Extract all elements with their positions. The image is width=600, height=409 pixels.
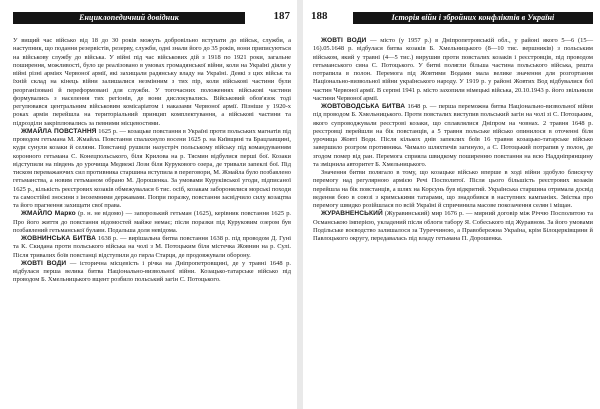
entry-paragraph (313, 210, 593, 243)
paragraph (13, 37, 291, 128)
paragraph-text: У вищий час військо від 18 до 30 років можуть добровільно вступати до військ, служби, а наступник, що подання резервістів, резерву, служби, одні знали його до 35 років, вони приписуються на військову службу до війська. У війні під час військових дій з 1918 по 1921 роки, загальне поширення, можливості, було це реалізовано в умовах громадянської війни, коли на Україні діяли у війні різні арміях Червоної армії, які захищали радянську владу на Україні. Деякі з цих військ та їхній склад на кінець війни залишалися незмінним з тих пір, коли військові частини були реорганізовані й переформовані для служби. У тогочасних положеннях військові частини формувались з населення тих регіонів, де вони дислокувались. Військовий обов'язок тоді регулювався центральним військовим комісаріатом і наказами Червоної армії. Пізніше у 1920-х роках армія перейшла на територіальний принцип комплектування, а військові частини та підрозділи закріплювались за певними місцевостями. (13, 37, 291, 127)
entry-text: — історична місцевість і річка на Дніпропетровщині, де у травні 1648 р. відбулася перша велика битва Національно-визвольної війни. Козацько-татарське військо під проводом Б. Хмельницького вщент розбило польський загін С. Потоцького. (13, 259, 291, 284)
running-header: Енциклопедичний довідник (13, 12, 245, 24)
page-body (313, 37, 593, 243)
page-number: 187 (273, 10, 290, 22)
entry-text: 1648 р. — перша переможна битва Національно-визвольної війни під проводом Б. Хмельницького. Проти повсталих виступив польський загін на чолі зі С. Потоцьким, якого супроводжували реєстрові козаки, що сплавлялися Дніпром на човнах. 2 травня 1648 р. реєстровці перейшли на бік повстанців, а 5 травня польське військо опинилося в оточенні біля урочища Жовті Води. Після кількох днів запеклих боїв 16 травня козацько-татарське військо завершило розгром противника. Чимало шляхтичів загинуло, а С. Потоцький потрапив у полон, де згодом помер від ран. Перемога сприяла швидкому поширенню повстання на всю Наддніпрянщину та зміцнила авторитет Б. Хмельницького. (313, 103, 594, 168)
entry-text: 1638 р. — вирішальна битва повстання 1638 р. під проводом Д. Гуні та К. Скидана проти польського війська на чолі з М. Потоцьким біля містечка Жовнин на р. Сулі. Після тривалих боїв повстанці відступили до гирла Старця, де продовжували оборону. (13, 235, 292, 259)
running-header: Історія війн і збройних конфліктів в Україні (353, 12, 593, 24)
right-page (303, 0, 600, 409)
entry-paragraph (13, 260, 291, 285)
entry-text: (р. н. не відомо) — запорозький гетьман (1625), керівник повстання 1625 р. Про його життя до повстання відомостей майже немає; після поразки під Куруковим озером був позбавлений гетьманської булави. Подальша доля невідома. (13, 210, 292, 234)
page-number: 188 (311, 10, 328, 22)
entry-term: ЖОВНИНСЬКА БИТВА (21, 235, 96, 242)
entry-text: (Журавинський) мир 1676 р. — мирний договір між Річчю Посполитою та Османською імперією, укладений після облоги табору Я. Собеського під Журавном. За його умовами Подільське воєводство залишалося за Туреччиною, а Правобережна Україна, крім Білоцерківщини й Павлоцького округу, передавалась під владу гетьмана П. Дорошенка. (313, 210, 593, 242)
entry-text: 1625 р. — козацьке повстання в Україні проти польських магнатів під проводом гетьмана М. Жмайла. Повстання спалахнуло восени 1625 р. на Київщині та Брацлавщині, куди сунули козаки й селяни. Повстанці рушили назустріч польському війську під командуванням коронного гетьмана С. Конецпольського, біля Крилова на р. Тясмин відбулися перші бої. Козаки відступили на південь до урочища Медвежі Лози біля Курукового озера, де тривали запеклі бої. Під тиском переважаючих сил противника старшина вступила в переговори, М. Жмайла було позбавлено гетьманства, а новим гетьманом обрано М. Дорошенка. За умовами Куруківської угоди, підписаної 1625 р., кількість реєстрових козаків обмежувалася 6 тис. осіб, козакам заборонялися морські походи та самостійні зносини з іноземними державами. Попри поразку, повстання засвідчило силу козацтва та його прагнення захищати свої права. (13, 127, 292, 209)
entry-paragraph (13, 235, 291, 260)
left-page (0, 0, 297, 409)
entry-paragraph (313, 103, 593, 169)
entry-paragraph (13, 128, 291, 211)
entry-paragraph (13, 210, 291, 235)
paragraph (313, 169, 593, 210)
entry-term: ЖУРАВНЕНСЬКИЙ (321, 210, 383, 218)
page-body (13, 37, 291, 285)
entry-term: ЖОВТІ ВОДИ (321, 37, 367, 44)
entry-term: ЖМАЙЛО Марко (21, 210, 76, 218)
entry-text: — місто (у 1957 р.) в Дніпропетровській обл., у районі якого 5—6 (15—16).05.1648 р. відбулася битва козаків Б. Хмельницького (8—10 тис. вершників) з польським військом, який у травні (4—5 тис.) вирушив проти повсталих козаків і реєстровців, під проводом гетьманського сина С. Потоцького. У битві полягли більша частина польського війська, решта потрапила в полон. Перемога під Жовтими Водами мала велике значення для розгортання Національно-визвольної війни українського народу. У 1919 р. у районі Жовтих Вод відбувалися бої частин Червоної армії. В серпні 1941 р. місто захопили німецькі війська, 20.10.1943 р. його звільнили частини Червоної армії. (313, 37, 594, 102)
entry-term: ЖОВТОВОДСЬКА БИТВА (321, 103, 406, 110)
entry-term: ЖОВТІ ВОДИ (21, 259, 67, 267)
paragraph-text: Значення битви полягало в тому, що козацьке військо вперше в ході війни здобуло блискучу перемогу над регулярною армією Речі Посполитої. Після цього більшість реєстрових козаків перейшла на бік повстанців, а шлях на Корсунь був відкритий. Українська старшина отримала досвід ведення бою в союзі з кримськими татарами, що знадобився в наступних кампаніях. Звістка про перемогу швидко розійшлася по всій Україні й спричинила масове покозачення селян і міщан. (313, 169, 593, 209)
entry-paragraph (313, 37, 593, 103)
entry-term: ЖМАЙЛА ПОВСТАННЯ (21, 127, 97, 135)
